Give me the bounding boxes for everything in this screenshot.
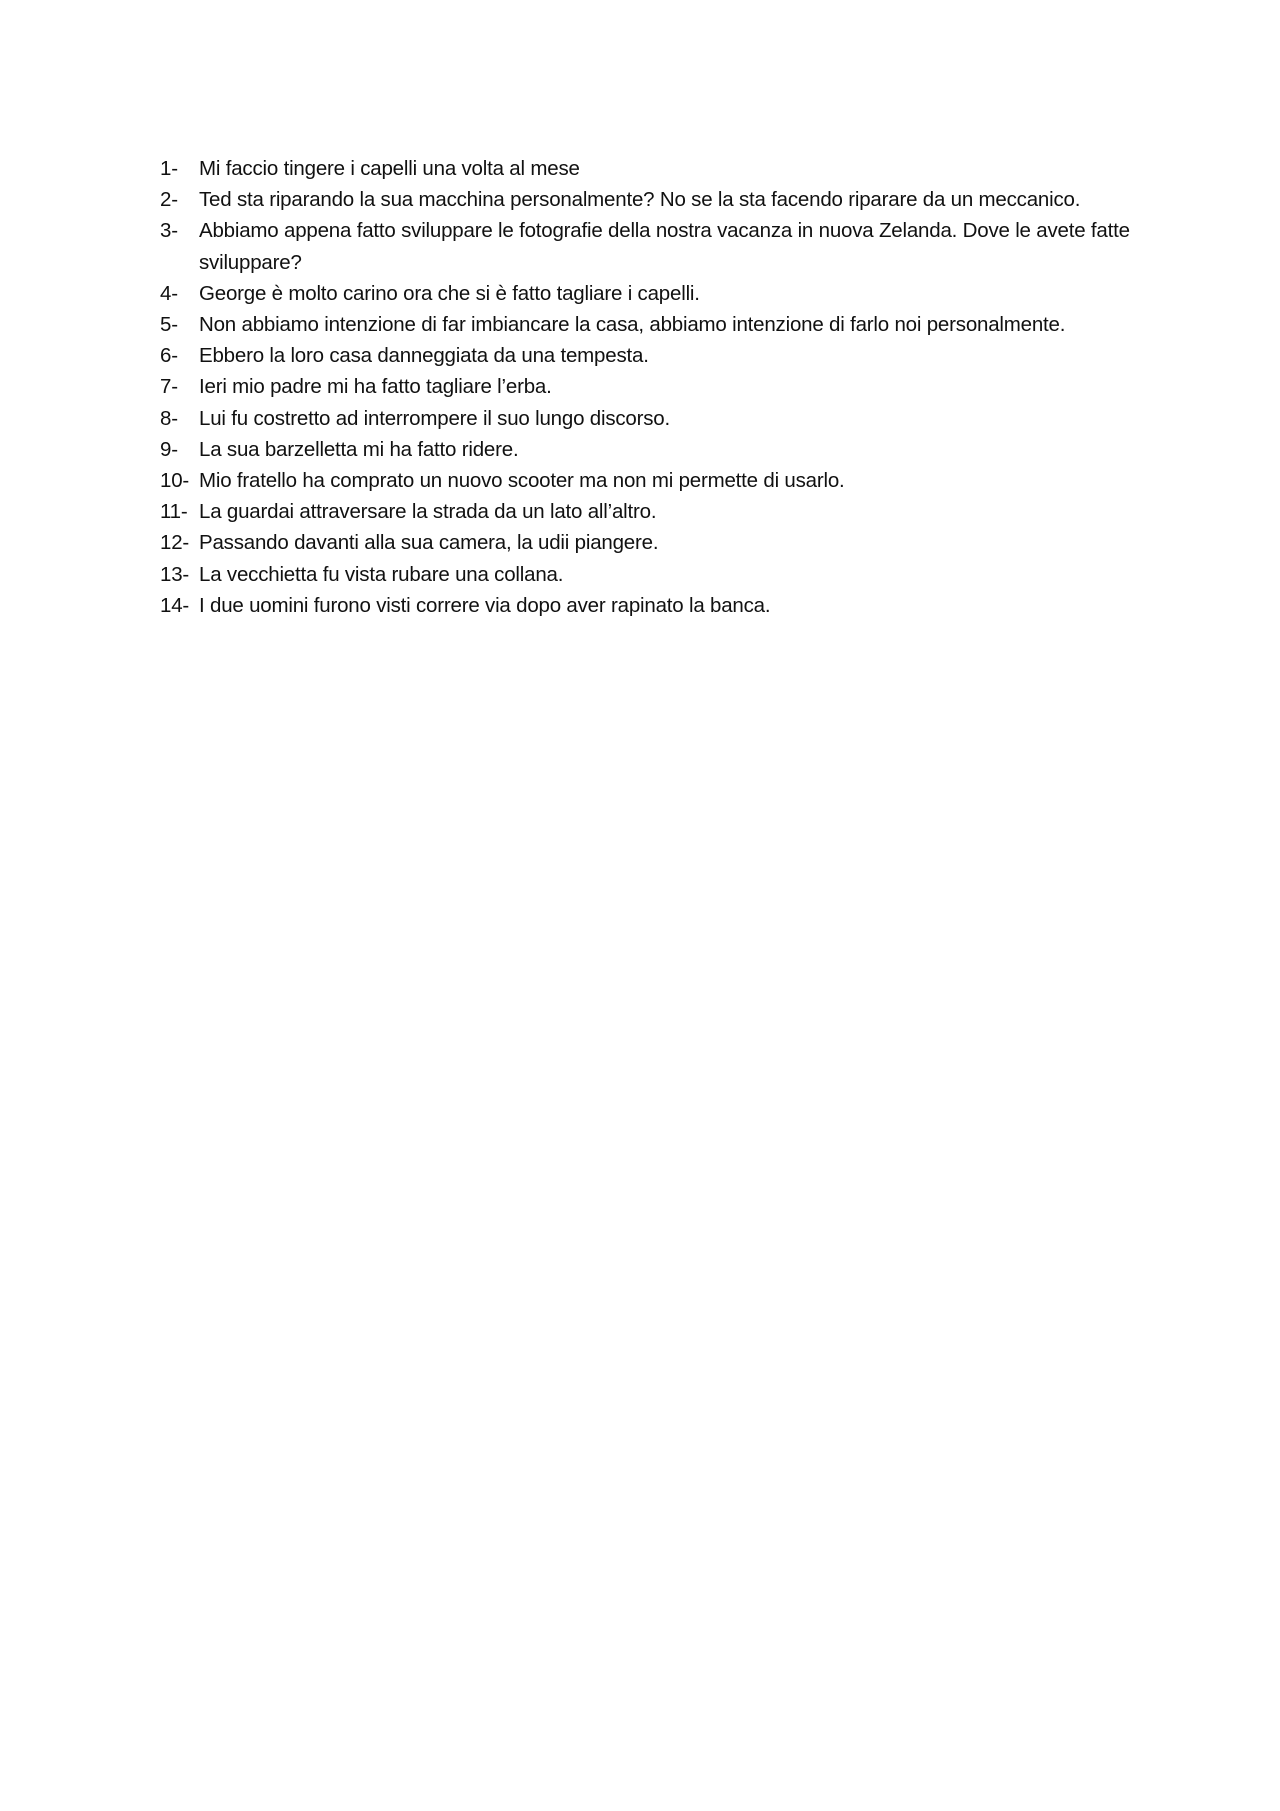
item-number: 11-	[160, 500, 188, 524]
list-item	[160, 215, 1170, 277]
list-item	[160, 309, 1170, 340]
item-text: I due uomini furono visti correre via dopo aver rapinato la banca.	[199, 593, 771, 617]
item-number: 7-	[160, 375, 178, 399]
item-text: Lui fu costretto ad interrompere il suo lungo discorso.	[199, 406, 671, 430]
item-number: 2-	[160, 188, 178, 212]
item-number: 4-	[160, 281, 178, 305]
item-number: 10-	[160, 469, 190, 493]
item-text: Mi faccio tingere i capelli una volta al mese	[199, 157, 580, 180]
list-item	[160, 371, 1170, 402]
item-number: 1-	[160, 157, 178, 180]
item-number: 9-	[160, 437, 178, 461]
sentence-list	[160, 153, 1170, 621]
list-item	[160, 278, 1170, 309]
item-text: Ebbero la loro casa danneggiata da una tempesta.	[199, 344, 649, 368]
item-number: 13-	[160, 562, 190, 586]
item-number: 3-	[160, 219, 178, 243]
item-text: Passando davanti alla sua camera, la udii piangere.	[199, 531, 659, 555]
list-item	[160, 527, 1170, 558]
list-item	[160, 184, 1170, 215]
item-text: Ieri mio padre mi ha fatto tagliare l’erba.	[199, 375, 552, 399]
list-item	[160, 403, 1170, 434]
item-text: La vecchietta fu vista rubare una collana.	[199, 562, 564, 586]
item-number: 5-	[160, 313, 178, 337]
list-item	[160, 590, 1170, 621]
item-text: Non abbiamo intenzione di far imbiancare la casa, abbiamo intenzione di farlo noi personalmente.	[199, 313, 1066, 337]
item-number: 6-	[160, 344, 178, 368]
item-text: Mio fratello ha comprato un nuovo scooter ma non mi permette di usarlo.	[199, 469, 845, 493]
list-item	[160, 496, 1170, 527]
list-item	[160, 559, 1170, 590]
list-item	[160, 340, 1170, 371]
list-item	[160, 465, 1170, 496]
item-number: 12-	[160, 531, 190, 555]
item-number: 8-	[160, 406, 178, 430]
item-text: La guardai attraversare la strada da un lato all’altro.	[199, 500, 657, 524]
list-item	[160, 153, 1170, 184]
item-text: La sua barzelletta mi ha fatto ridere.	[199, 437, 519, 461]
item-text: George è molto carino ora che si è fatto tagliare i capelli.	[199, 281, 700, 305]
list-item	[160, 434, 1170, 465]
item-text: Abbiamo appena fatto sviluppare le fotografie della nostra vacanza in nuova Zelanda. Dove le avete fatte sviluppare?	[199, 219, 1130, 274]
item-text: Ted sta riparando la sua macchina personalmente? No se la sta facendo riparare da un meccanico.	[199, 188, 1081, 212]
item-number: 14-	[160, 593, 190, 617]
